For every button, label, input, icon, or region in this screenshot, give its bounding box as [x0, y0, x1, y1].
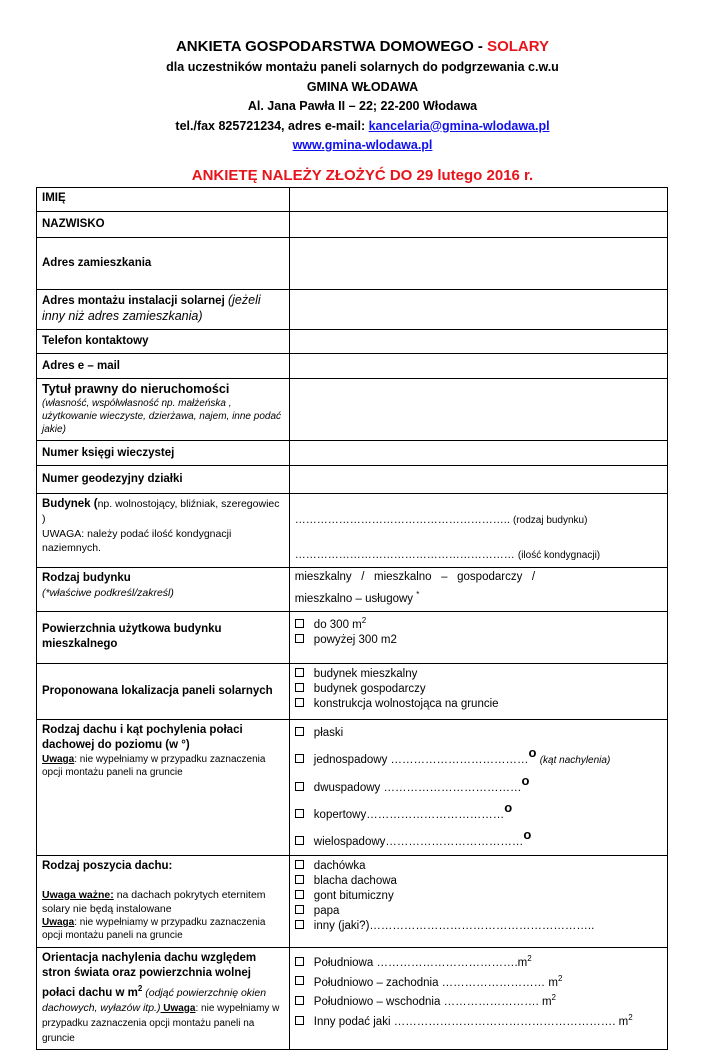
- option-budynek-gospodarczy[interactable]: budynek gospodarczy: [295, 682, 662, 697]
- checkbox-icon[interactable]: [295, 905, 304, 914]
- option-poludniowo-wschodnia[interactable]: Południowo – wschodnia ……………………. $m^2$: [295, 990, 662, 1010]
- label-orientacja: Orientacja nachylenia dachu względem stron świata oraz powierzchnia wolnej połaci dachu w $m^2$ (odjąć powierzchnię okien dachowych, wyłazów itp.) Uwaga: nie wypełniamy w przypadku zaznaczenia opcji montażu paneli na gruncie: [37, 947, 290, 1049]
- checkbox-icon[interactable]: [295, 957, 304, 966]
- label-poszycie: Rodzaj poszycia dachu: Uwaga ważne: na dachach pokrytych eternitem solary nie będą instalowane Uwaga: nie wypełniamy w przypadku zaznaczenia opcji montażu paneli na gruncie: [37, 855, 290, 947]
- field-poszycie: [289, 855, 667, 947]
- field-lokalizacja: [289, 663, 667, 719]
- website-link[interactable]: www.gmina-wlodawa.pl: [292, 138, 433, 152]
- website-line: [0, 136, 725, 156]
- field-adres-zamieszkania[interactable]: [289, 238, 667, 290]
- label-adres-montazu: Adres montażu instalacji solarnej (jeżeli inny niż adres zamieszkania): [37, 290, 290, 330]
- row-lokalizacja: [37, 663, 668, 719]
- checkbox-icon[interactable]: [295, 860, 304, 869]
- checkbox-icon[interactable]: [295, 976, 304, 985]
- option-inny[interactable]: inny (jaki?)…………………………………………………..: [295, 919, 662, 934]
- address-line: Al. Jana Pawła II – 22; 22-200 Włodawa: [247, 99, 478, 113]
- field-dzialka[interactable]: [289, 466, 667, 494]
- document-header: [0, 36, 725, 156]
- label-ksiega: Numer księgi wieczystej: [37, 441, 290, 466]
- field-powierzchnia: [289, 611, 667, 663]
- field-rodzaj-dachu: [289, 719, 667, 855]
- row-imie: [37, 188, 668, 212]
- field-email[interactable]: [289, 354, 667, 379]
- option-kopertowy[interactable]: kopertowy………………………………o: [295, 798, 662, 825]
- option-do-300[interactable]: do 300 $m^2$: [295, 613, 662, 633]
- row-poszycie: [37, 855, 668, 947]
- row-ksiega: [37, 441, 668, 466]
- option-poludniowa[interactable]: Południowa $\dots\dots\dots\dots\dots\dots\dots\dots\dots\dots\dots\dots.m^2$: [295, 951, 662, 971]
- label-tytul-prawny: Tytuł prawny do nieruchomości (własność, współwłasność np. małżeńska , użytkowanie wieczyste, dzierżawa, najem, inne podać jakie): [37, 379, 290, 441]
- field-telefon[interactable]: [289, 330, 667, 354]
- checkbox-icon[interactable]: [295, 754, 304, 763]
- option-konstrukcja-wolnostojaca[interactable]: konstrukcja wolnostojąca na gruncie: [295, 697, 662, 712]
- option-blacha[interactable]: blacha dachowa: [295, 874, 662, 889]
- row-email: [37, 354, 668, 379]
- label-dzialka: Numer geodezyjny działki: [37, 466, 290, 494]
- field-adres-montazu[interactable]: [289, 290, 667, 330]
- option-powyzej-300[interactable]: powyżej 300 m2: [295, 633, 662, 648]
- checkbox-icon[interactable]: [295, 875, 304, 884]
- option-plaski[interactable]: płaski: [295, 723, 662, 743]
- label-telefon: Telefon kontaktowy: [37, 330, 290, 354]
- label-budynek: Budynek (np. wolnostojący, bliźniak, szeregowiec ) UWAGA: należy podać ilość kondygnacji naziemnych.: [37, 494, 290, 568]
- option-inny-kierunek[interactable]: Inny podać jaki …………………………………………………. $m^2$: [295, 1010, 662, 1030]
- label-nazwisko: NAZWISKO: [37, 212, 290, 238]
- checkbox-icon[interactable]: [295, 619, 304, 628]
- row-adres-montazu: [37, 290, 668, 330]
- label-email: Adres e – mail: [37, 354, 290, 379]
- contact-line: tel./fax 825721234, adres e-mail: kancelaria@gmina-wlodawa.pl: [175, 118, 550, 133]
- title-solary: SOLARY: [487, 38, 550, 55]
- option-dwuspadowy[interactable]: dwuspadowy ………………………………o: [295, 771, 662, 798]
- label-rodzaj-dachu: Rodzaj dachu i kąt pochylenia połaci dachowej do poziomu (w °) Uwaga: nie wypełniamy w przypadku zaznaczenia opcji montażu paneli na gruncie: [37, 719, 290, 855]
- row-powierzchnia: [37, 611, 668, 663]
- row-telefon: [37, 330, 668, 354]
- option-dachowka[interactable]: dachówka: [295, 859, 662, 874]
- field-imie[interactable]: [289, 188, 667, 212]
- checkbox-icon[interactable]: [295, 668, 304, 677]
- option-wielospadowy[interactable]: wielospadowy………………………………o: [295, 825, 662, 852]
- email-link[interactable]: kancelaria@gmina-wlodawa.pl: [368, 118, 550, 133]
- document-title: ANKIETA GOSPODARSTWA DOMOWEGO - SOLARY: [175, 38, 550, 55]
- row-tytul-prawny: [37, 379, 668, 441]
- row-dzialka: [37, 466, 668, 494]
- field-budynek[interactable]: ………………………………………………….. (rodzaj budynku) …………………………………………………… (ilość kondygnacji): [289, 494, 667, 568]
- checkbox-icon[interactable]: [295, 698, 304, 707]
- field-orientacja: [289, 947, 667, 1049]
- row-rodzaj-dachu: [37, 719, 668, 855]
- row-adres-zamieszkania: [37, 238, 668, 290]
- option-jednospadowy[interactable]: jednospadowy ………………………………o (kąt nachylenia): [295, 743, 662, 771]
- option-poludniowo-zachodnia[interactable]: Południowo – zachodnia ……………………… $m^2$: [295, 971, 662, 991]
- label-imie: IMIĘ: [37, 188, 290, 212]
- field-ksiega[interactable]: [289, 441, 667, 466]
- option-gont[interactable]: gont bitumiczny: [295, 889, 662, 904]
- row-rodzaj-budynku: [37, 568, 668, 612]
- checkbox-icon[interactable]: [295, 920, 304, 929]
- label-powierzchnia: Powierzchnia użytkowa budynku mieszkalnego: [37, 611, 290, 663]
- field-tytul-prawny[interactable]: [289, 379, 667, 441]
- survey-form-table: [36, 187, 668, 1050]
- label-lokalizacja: Proponowana lokalizacja paneli solarnych: [37, 663, 290, 719]
- checkbox-icon[interactable]: [295, 634, 304, 643]
- field-nazwisko[interactable]: [289, 212, 667, 238]
- checkbox-icon[interactable]: [295, 727, 304, 736]
- option-budynek-mieszkalny[interactable]: budynek mieszkalny: [295, 667, 662, 682]
- checkbox-icon[interactable]: [295, 890, 304, 899]
- municipality-name: GMINA WŁODAWA: [306, 79, 419, 94]
- checkbox-icon[interactable]: [295, 683, 304, 692]
- checkbox-icon[interactable]: [295, 782, 304, 791]
- row-budynek: [37, 494, 668, 568]
- checkbox-icon[interactable]: [295, 996, 304, 1005]
- field-rodzaj-budynku[interactable]: mieszkalny / mieszkalno – gospodarczy / mieszkalno – usługowy *: [289, 568, 667, 612]
- checkbox-icon[interactable]: [295, 836, 304, 845]
- subtitle: dla uczestników montażu paneli solarnych do podgrzewania c.w.u: [166, 60, 559, 74]
- checkbox-icon[interactable]: [295, 809, 304, 818]
- label-adres-zamieszkania: Adres zamieszkania: [37, 238, 290, 290]
- label-rodzaj-budynku: Rodzaj budynku (*właściwe podkreśl/zakreśl): [37, 568, 290, 612]
- option-papa[interactable]: papa: [295, 904, 662, 919]
- row-nazwisko: [37, 212, 668, 238]
- row-orientacja: [37, 947, 668, 1049]
- deadline-notice: ANKIETĘ NALEŻY ZŁOŻYĆ DO 29 lutego 2016 r.: [191, 167, 534, 184]
